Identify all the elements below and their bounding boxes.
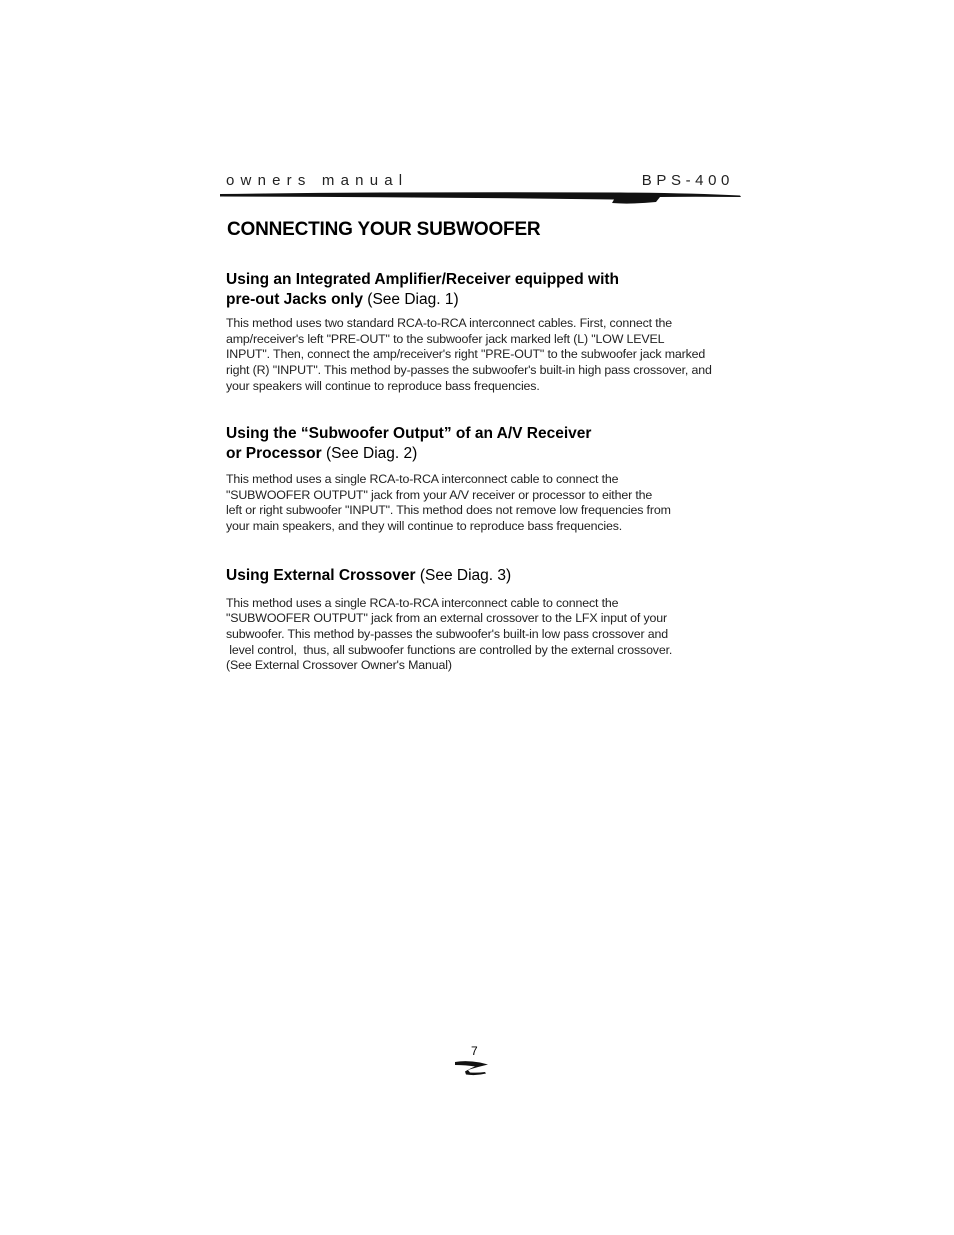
diagram-reference: (See Diag. 3): [419, 567, 512, 584]
body-line: your main speakers, and they will continue to reproduce bass frequencies.: [226, 519, 623, 534]
section-heading: [226, 424, 736, 463]
diagram-reference: (See Diag. 2): [325, 444, 418, 462]
section-heading-line1: Using the “Subwoofer Output” of an A/V Receiver: [226, 425, 592, 442]
body-line: left or right subwoofer "INPUT". This method does not remove low frequencies from: [226, 503, 671, 518]
section-external-crossover: [226, 566, 736, 674]
body-line: "SUBWOOFER OUTPUT" jack from an external crossover to the LFX input of your: [226, 611, 667, 626]
header-brush-rule: [220, 189, 744, 209]
body-line: This method uses two standard RCA-to-RCA interconnect cables. First, connect the: [226, 316, 672, 330]
page-title: CONNECTING YOUR SUBWOOFER: [227, 219, 541, 240]
header-manual-label: owners manual: [226, 172, 409, 189]
page-number-brush-mark: [454, 1056, 494, 1076]
section-body: [226, 596, 736, 675]
section-heading-line1: Using External Crossover: [226, 567, 416, 584]
body-line: your speakers will continue to reproduce bass frequencies.: [226, 378, 540, 393]
body-line: subwoofer. This method by-passes the subwoofer's built-in low pass crossover and: [226, 626, 668, 641]
section-integrated-amplifier: [226, 270, 736, 395]
body-line: right (R) "INPUT". This method by-passes the subwoofer's built-in high pass crossover, and: [226, 363, 712, 378]
section-heading-line1: Using an Integrated Amplifier/Receiver equipped with: [226, 271, 620, 288]
body-line: INPUT". Then, connect the amp/receiver's right "PRE-OUT" to the subwoofer jack marked: [226, 347, 706, 362]
body-line: level control, thus, all subwoofer functions are controlled by the external crossover.: [226, 642, 673, 657]
page-number: 7: [471, 1044, 478, 1058]
section-body: [226, 472, 736, 535]
header-model-label: BPS-400: [641, 172, 734, 189]
section-heading-line2: or Processor: [226, 444, 322, 462]
body-line: amp/receiver's left "PRE-OUT" to the subwoofer jack marked left (L) "LOW LEVEL: [226, 331, 665, 346]
section-heading-line2: pre-out Jacks only: [226, 290, 363, 308]
body-line: This method uses a single RCA-to-RCA interconnect cable to connect the: [226, 472, 619, 486]
body-line: "SUBWOOFER OUTPUT" jack from your A/V receiver or processor to either the: [226, 487, 653, 502]
section-heading: [226, 566, 736, 586]
body-line: (See External Crossover Owner's Manual): [226, 658, 452, 673]
section-body: [226, 316, 736, 395]
section-heading: [226, 270, 736, 309]
section-subwoofer-output: [226, 424, 736, 535]
diagram-reference: (See Diag. 1): [367, 290, 459, 308]
body-line: This method uses a single RCA-to-RCA interconnect cable to connect the: [226, 595, 619, 610]
